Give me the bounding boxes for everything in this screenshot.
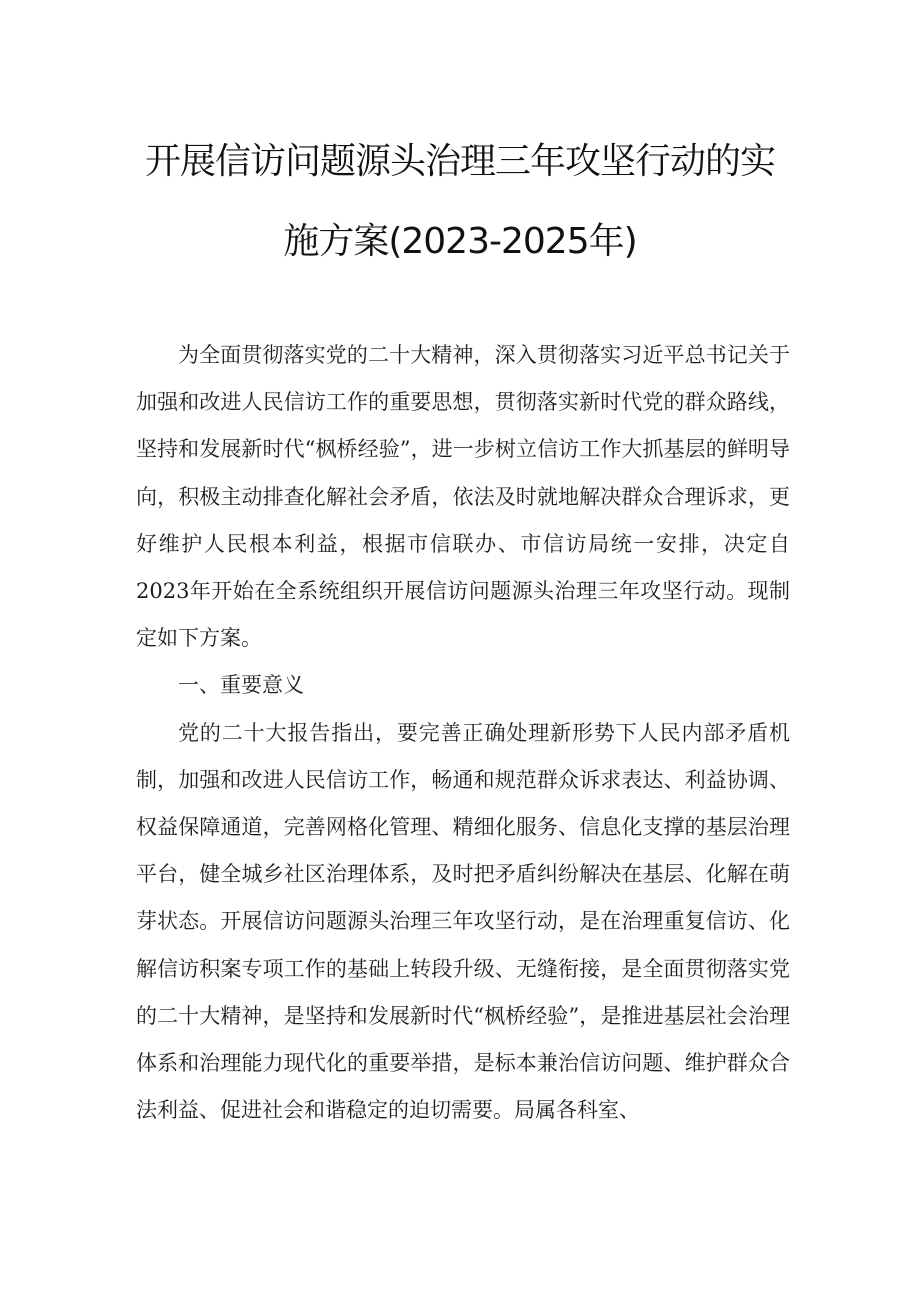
document-body [136, 332, 790, 1134]
section-heading: 一、重要意义 [178, 673, 304, 698]
document-title-line-1: 开展信访问题源头治理三年攻坚行动的实 [144, 141, 775, 182]
document-title-line-2: 施方案(2023-2025年) [283, 221, 637, 262]
intro-paragraph: 为全面贯彻落实党的二十大精神，深入贯彻落实习近平总书记关于加强和改进人民信访工作的重要思想，贯彻落实新时代党的群众路线，坚持和发展新时代“枫桥经验”，进一步树立信访工作大抓基层的鲜明导向，积极主动排查化解社会矛盾，依法及时就地解决群众合理诉求，更好维护人民根本利益，根据市信联办、市信访局统一安排，决定自2023年开始在全系统组织开展信访问题源头治理三年攻坚行动。现制定如下方案。 [136, 343, 790, 651]
significance-paragraph: 党的二十大报告指出，要完善正确处理新形势下人民内部矛盾机制，加强和改进人民信访工作，畅通和规范群众诉求表达、利益协调、权益保障通道，完善网格化管理、精细化服务、信息化支撑的基层治理平台，健全城乡社区治理体系，及时把矛盾纠纷解决在基层、化解在萌芽状态。开展信访问题源头治理三年攻坚行动，是在治理重复信访、化解信访积案专项工作的基础上转段升级、无缝衔接，是全面贯彻落实党的二十大精神，是坚持和发展新时代“枫桥经验”，是推进基层社会治理体系和治理能力现代化的重要举措，是标本兼治信访问题、维护群众合法利益、促进社会和谐稳定的迫切需要。局属各科室、 [136, 720, 790, 1123]
